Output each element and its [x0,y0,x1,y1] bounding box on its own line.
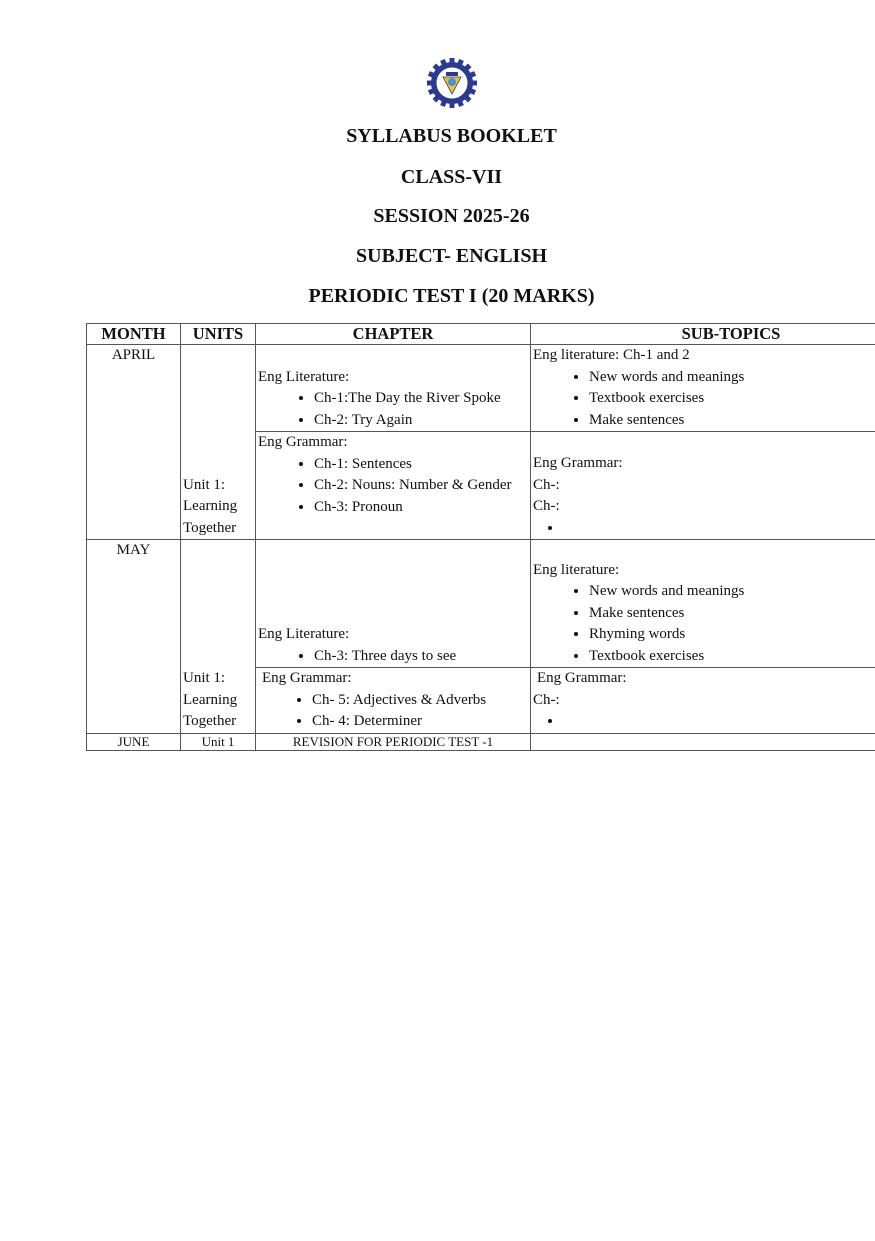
chapter-list [262,690,528,733]
list-item [563,518,875,540]
chapter-cell-may-grammar [256,668,531,734]
subtopic-line: Ch-: [533,691,560,708]
unit-line: Together [183,713,237,729]
chapter-list [258,388,528,431]
session-heading: SESSION 2025-26 [373,205,530,227]
subject-heading: SUBJECT- ENGLISH [356,245,547,267]
class-heading: CLASS-VII [400,166,503,188]
list-item: • New words and meanings [589,581,875,603]
subtopic-line: Ch-: [533,498,560,514]
list-item: • Make sentences [589,603,875,625]
column-header-month: MONTH [87,324,181,345]
list-item: • Textbook exercises [589,388,875,410]
chapter-group-heading: Eng Grammar: [258,434,348,450]
unit-cell-june: Unit 1 [181,733,256,750]
subtopic-heading: Eng literature: [533,561,620,578]
unit-line: Learning [183,498,238,514]
list-item: • Ch-3: Pronoun [314,497,528,519]
month-cell-may: MAY [87,540,181,734]
unit-cell-april [181,345,256,540]
subtopics-cell-april-grammar [531,432,875,540]
subtopics-cell-april-literature [531,345,875,432]
list-item: • Ch-1: Sentences [314,454,528,476]
list-item: • Ch- 4: Determiner [312,711,528,733]
month-cell-june: JUNE [87,733,181,750]
unit-line: Unit 1: [183,476,226,493]
subtopic-list [533,581,875,667]
chapter-group-heading: Eng Literature: [258,626,350,642]
column-header-subtopics: SUB-TOPICS [531,324,875,345]
chapter-group-heading: Eng Grammar: [262,670,352,686]
list-item [563,711,875,733]
list-item: • Ch-1:The Day the River Spoke [314,388,528,410]
subtopic-list [533,711,875,733]
list-item: • Ch- 5: Adjectives & Adverbs [312,690,528,712]
list-item: • Rhyming words [589,624,875,646]
school-logo-icon [427,58,477,108]
subtopics-cell-june [531,733,875,750]
month-cell-april: APRIL [87,345,181,540]
subtopic-list [533,367,875,432]
subtopic-line: Ch-: [533,476,560,493]
subtopic-list [533,518,875,540]
list-item: • Make sentences [589,410,875,432]
list-item: • Textbook exercises [589,646,875,668]
chapter-group-heading: Eng Literature: [258,368,350,385]
table-row-may-literature [87,540,875,668]
list-item: • Ch-2: Nouns: Number & Gender [314,475,528,497]
chapter-cell-april-grammar [256,432,531,540]
test-heading: PERIODIC TEST I (20 MARKS) [308,285,595,307]
list-item: • New words and meanings [589,367,875,389]
table-row-june [87,733,875,750]
column-header-units: UNITS [181,324,256,345]
subtopic-heading: Eng Grammar: [537,670,627,686]
chapter-cell-june: REVISION FOR PERIODIC TEST -1 [256,733,531,750]
booklet-title: SYLLABUS BOOKLET [346,125,557,147]
table-header-row [87,324,875,345]
table-row-april-literature [87,345,875,432]
subtopics-cell-may-literature [531,540,875,668]
list-item: • Ch-3: Three days to see [314,646,528,668]
subtopic-heading: Eng literature: Ch-1 and 2 [533,347,690,363]
unit-cell-may [181,540,256,734]
subtopics-cell-may-grammar [531,668,875,734]
column-header-chapter: CHAPTER [256,324,531,345]
list-item: • Ch-2: Try Again [314,410,528,432]
chapter-list [258,646,528,668]
chapter-list [258,454,528,519]
syllabus-table [86,323,875,751]
unit-line: Together [183,519,237,536]
subtopic-heading: Eng Grammar: [533,455,623,471]
unit-line: Unit 1: [183,670,226,686]
unit-line: Learning [183,691,238,708]
chapter-cell-april-literature [256,345,531,432]
chapter-cell-may-literature [256,540,531,668]
